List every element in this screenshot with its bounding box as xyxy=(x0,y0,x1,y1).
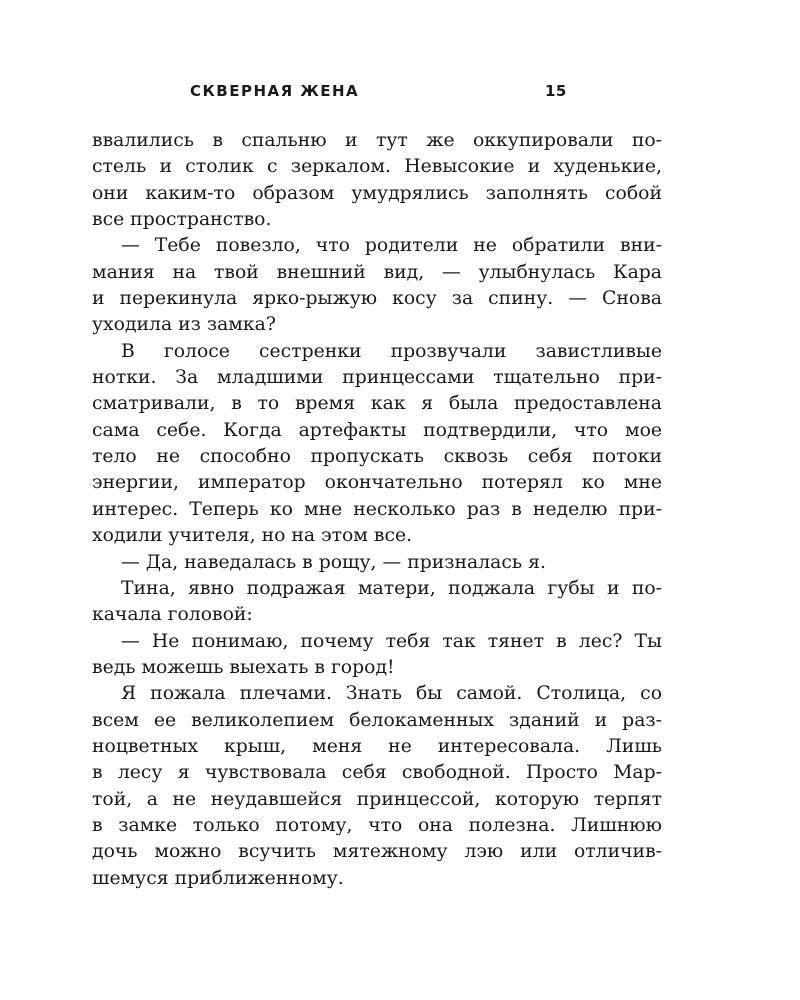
text-line: они каким-то образом умудрялись заполнять собой xyxy=(92,182,662,204)
running-title: СКВЕРНАЯ ЖЕНА xyxy=(190,82,360,100)
text-line: уходила из замка? xyxy=(92,314,276,336)
text-line: стель и столик с зеркалом. Невысокие и худенькие, xyxy=(92,156,662,178)
text-line: ходили учителя, но на этом все. xyxy=(92,525,413,547)
text-line: — Тебе повезло, что родители не обратили вни- xyxy=(121,235,662,257)
text-line: В голосе сестренки прозвучали завистливые xyxy=(121,340,662,362)
text-line: той, а не неудавшейся принцессой, которую терпят xyxy=(92,788,662,810)
text-line: ведь можешь выехать в город! xyxy=(92,656,395,678)
text-line: ввалились в спальню и тут же оккупировали по- xyxy=(92,130,662,151)
text-line: в замке только потому, что она полезна. Лишнюю xyxy=(92,814,662,836)
text-line: мания на твой внешний вид, — улыбнулась Кара xyxy=(92,261,662,283)
text-line: интерес. Теперь ко мне несколько раз в неделю при- xyxy=(92,498,662,520)
text-line: и перекинула ярко-рыжую косу за спину. — Снова xyxy=(92,288,662,310)
text-line: шемуся приближенному. xyxy=(92,867,344,889)
text-line: ноцветных крыш, меня не интересовала. Лишь xyxy=(92,735,662,757)
text-line: Я пожала плечами. Знать бы самой. Столица, со xyxy=(121,683,662,705)
text-line: Тина, явно подражая матери, поджала губы и по- xyxy=(121,577,662,599)
text-line: нотки. За младшими принцессами тщательно при- xyxy=(92,367,662,389)
text-line: все пространство. xyxy=(92,209,272,231)
body-text xyxy=(92,128,662,892)
text-line: качала головой: xyxy=(92,604,253,626)
text-line: сматривали, в то время как я была предоставлена xyxy=(92,393,662,415)
text-line: — Да, наведалась в рощу, — призналась я. xyxy=(121,551,546,573)
text-line: всем ее великолепием белокаменных зданий и раз- xyxy=(92,709,662,731)
text-line: сама себе. Когда артефакты подтвердили, что мое xyxy=(92,419,662,441)
page-number: 15 xyxy=(545,82,567,100)
text-line: энергии, император окончательно потерял ко мне xyxy=(92,472,662,494)
text-line: в лесу я чувствовала себя свободной. Просто Мар- xyxy=(92,762,662,784)
text-line: дочь можно всучить мятежному лэю или отличив- xyxy=(92,841,662,863)
text-line: — Не понимаю, почему тебя так тянет в лес? Ты xyxy=(121,630,662,652)
text-line: тело не способно пропускать сквозь себя потоки xyxy=(92,446,662,468)
page-header xyxy=(92,82,662,104)
